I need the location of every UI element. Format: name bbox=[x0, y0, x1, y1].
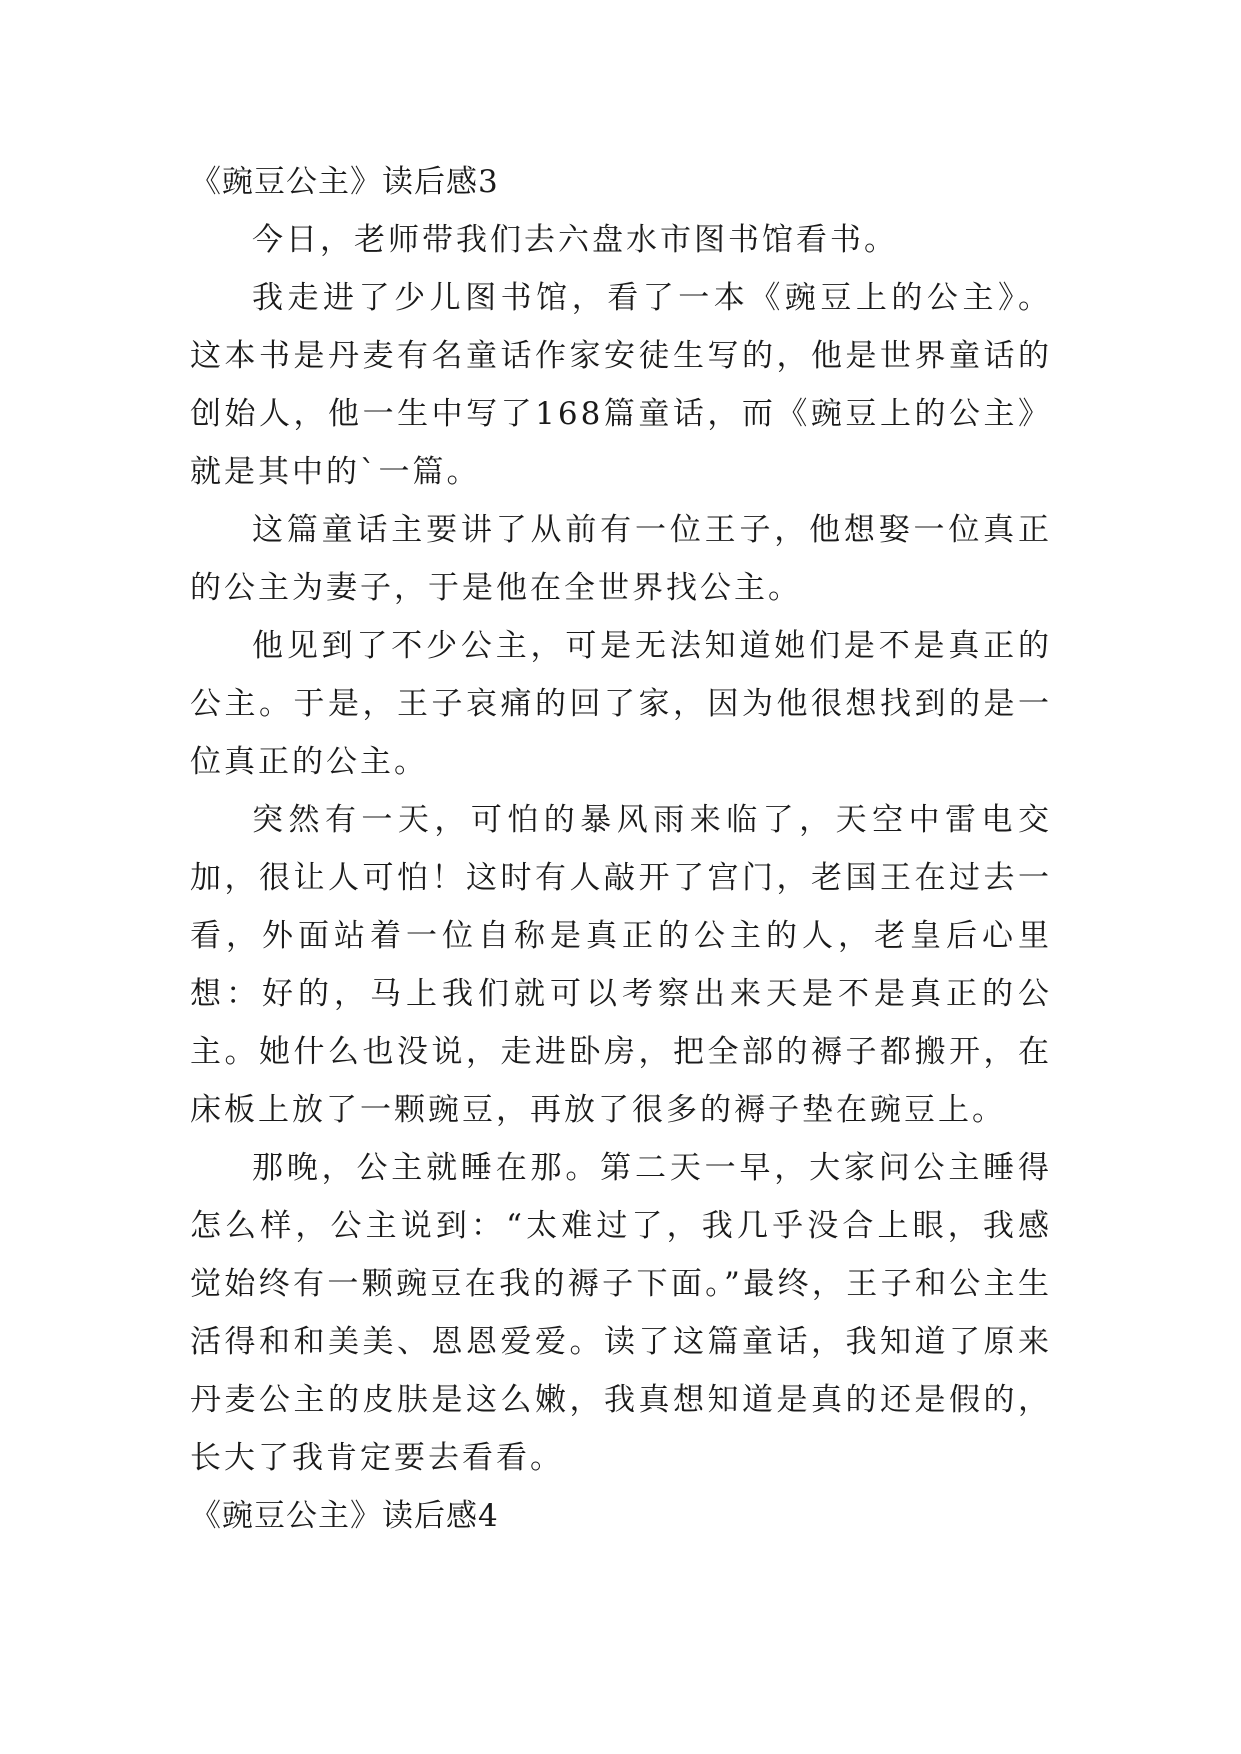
paragraph-2: 我走进了少儿图书馆，看了一本《豌豆上的公主》。这本书是丹麦有名童话作家安徒生写的，他是世界童话的创始人，他一生中写了168篇童话，而《豌豆上的公主》就是其中的`一篇。 bbox=[190, 280, 1052, 490]
section-heading-3: 《豌豆公主》读后感3 bbox=[190, 164, 499, 200]
document-body bbox=[190, 153, 1052, 1545]
paragraph-3: 这篇童话主要讲了从前有一位王子，他想娶一位真正的公主为妻子，于是他在全世界找公主。 bbox=[190, 512, 1052, 606]
paragraph-5: 突然有一天，可怕的暴风雨来临了，天空中雷电交加，很让人可怕！这时有人敲开了宫门，老国王在过去一看，外面站着一位自称是真正的公主的人，老皇后心里想：好的，马上我们就可以考察出来天是不是真正的公主。她什么也没说，走进卧房，把全部的褥子都搬开，在床板上放了一颗豌豆，再放了很多的褥子垫在豌豆上。 bbox=[190, 802, 1052, 1128]
paragraph-6: 那晚，公主就睡在那。第二天一早，大家问公主睡得怎么样，公主说到：“太难过了，我几乎没合上眼，我感觉始终有一颗豌豆在我的褥子下面。”最终，王子和公主生活得和和美美、恩恩爱爱。读了这篇童话，我知道了原来丹麦公主的皮肤是这么嫩，我真想知道是真的还是假的，长大了我肯定要去看看。 bbox=[190, 1150, 1052, 1476]
paragraph-4: 他见到了不少公主，可是无法知道她们是不是真正的公主。于是，王子哀痛的回了家，因为他很想找到的是一位真正的公主。 bbox=[190, 628, 1052, 780]
paragraph-1: 今日，老师带我们去六盘水市图书馆看书。 bbox=[252, 222, 898, 258]
section-heading-4: 《豌豆公主》读后感4 bbox=[190, 1498, 499, 1534]
